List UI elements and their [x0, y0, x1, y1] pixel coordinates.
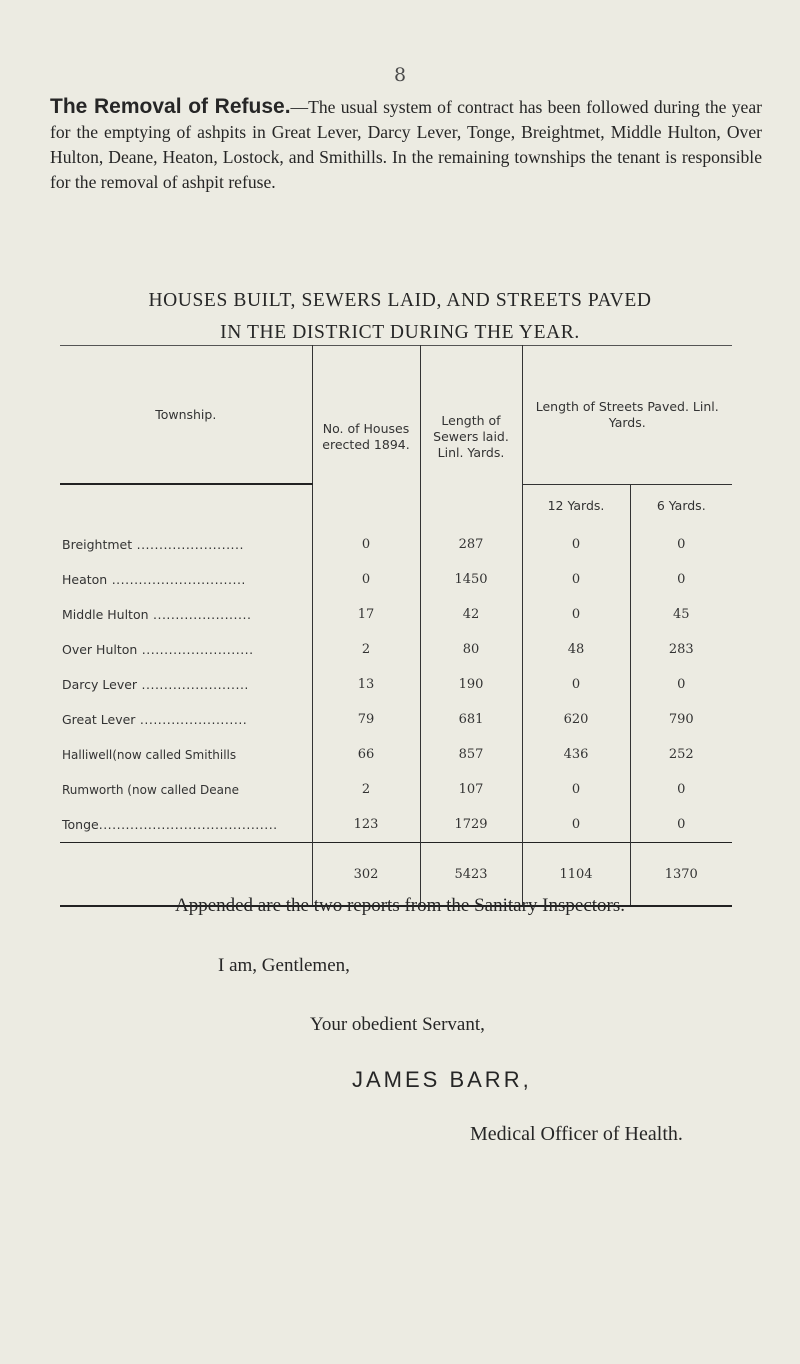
- section-title-line1: HOUSES BUILT, SEWERS LAID, AND STREETS PAVED: [148, 290, 652, 311]
- row-streets-12: 0: [522, 772, 630, 807]
- total-sewers: 5423: [420, 843, 522, 907]
- row-sewers: 190: [420, 667, 522, 702]
- signature-name: JAMES BARR,: [352, 1067, 532, 1092]
- header-sewers: Length of Sewers laid. Linl. Yards.: [420, 346, 522, 528]
- table-row: [60, 667, 732, 702]
- row-streets-12: 0: [522, 807, 630, 843]
- table-row: [60, 702, 732, 737]
- row-houses: 17: [312, 597, 420, 632]
- appended-note: Appended are the two reports from the Sanitary Inspectors.: [174, 895, 626, 916]
- row-township: Halliwell(now called Smithills: [60, 737, 312, 772]
- row-houses: 2: [312, 632, 420, 667]
- row-sewers: 1729: [420, 807, 522, 843]
- table-row: [60, 562, 732, 597]
- row-sewers: 107: [420, 772, 522, 807]
- row-streets-12: 0: [522, 667, 630, 702]
- row-streets-6: 0: [677, 537, 686, 552]
- total-houses: 302: [312, 843, 420, 907]
- row-streets-12: 0: [522, 562, 630, 597]
- row-sewers: 42: [420, 597, 522, 632]
- header-houses: No. of Houses erected 1894.: [312, 346, 420, 528]
- row-township: Over Hulton .........................: [60, 632, 312, 667]
- section-title: [0, 285, 800, 349]
- header-township: Township.: [60, 346, 312, 485]
- page-number: 8: [393, 64, 407, 86]
- paragraph-text: —The usual system of contract has been followed during the year for the emptying of ashpits in Great Lever, Darcy Lever, Tonge, Breightmet, Middle Hulton, Over Hulton, Deane, Heaton, Lostock, and Smithills. In the remaining townships the tenant is responsible for the removal of ashpit refuse.: [50, 97, 762, 192]
- row-houses: 2: [312, 772, 420, 807]
- row-houses: 0: [312, 562, 420, 597]
- row-houses: 66: [312, 737, 420, 772]
- row-streets-6: 252: [668, 747, 694, 762]
- row-sewers: 287: [420, 527, 522, 562]
- section-title-line2: IN THE DISTRICT DURING THE YEAR.: [220, 322, 580, 343]
- header-streets-12-yards: 12 Yards.: [522, 484, 630, 527]
- salutation: I am, Gentlemen,: [218, 955, 350, 976]
- row-streets-6: 283: [668, 642, 694, 657]
- row-sewers: 1450: [420, 562, 522, 597]
- table-row: [60, 632, 732, 667]
- table-row: [60, 527, 732, 562]
- row-township: Darcy Lever ........................: [60, 667, 312, 702]
- row-houses: 13: [312, 667, 420, 702]
- total-streets-6: 1370: [630, 843, 732, 907]
- row-houses: 0: [312, 527, 420, 562]
- row-township: Heaton ..............................: [60, 562, 312, 597]
- closing-servant: Your obedient Servant,: [310, 1014, 485, 1035]
- table-row: [60, 807, 732, 843]
- row-streets-6: 45: [672, 607, 690, 622]
- row-township: Great Lever ........................: [60, 702, 312, 737]
- row-streets-12: 48: [522, 632, 630, 667]
- row-sewers: 681: [420, 702, 522, 737]
- statistics-table: [60, 345, 732, 907]
- row-streets-12: 436: [522, 737, 630, 772]
- total-streets-12: 1104: [522, 843, 630, 907]
- row-houses: 79: [312, 702, 420, 737]
- table-row: [60, 597, 732, 632]
- header-streets-6-yards: 6 Yards.: [656, 498, 706, 514]
- row-streets-12: 620: [522, 702, 630, 737]
- row-township: Middle Hulton ......................: [60, 597, 312, 632]
- row-streets-12: 0: [522, 527, 630, 562]
- row-township: Rumworth (now called Deane: [60, 772, 312, 807]
- row-streets-6: 0: [677, 817, 686, 832]
- signature-title: Medical Officer of Health.: [470, 1123, 683, 1145]
- header-streets: Length of Streets Paved. Linl. Yards.: [522, 346, 732, 485]
- refuse-paragraph: [50, 94, 762, 195]
- row-houses: 123: [312, 807, 420, 843]
- row-streets-6: 0: [677, 677, 686, 692]
- row-streets-6: 790: [668, 712, 694, 727]
- row-sewers: 80: [420, 632, 522, 667]
- row-streets-6: 0: [677, 782, 686, 797]
- table-row: [60, 772, 732, 807]
- row-streets-6: 0: [677, 572, 686, 587]
- paragraph-lead: The Removal of Refuse.: [50, 95, 291, 118]
- row-township: Tonge........................................: [60, 807, 312, 843]
- row-streets-12: 0: [522, 597, 630, 632]
- table-row: [60, 737, 732, 772]
- row-township: Breightmet ........................: [60, 527, 312, 562]
- row-sewers: 857: [420, 737, 522, 772]
